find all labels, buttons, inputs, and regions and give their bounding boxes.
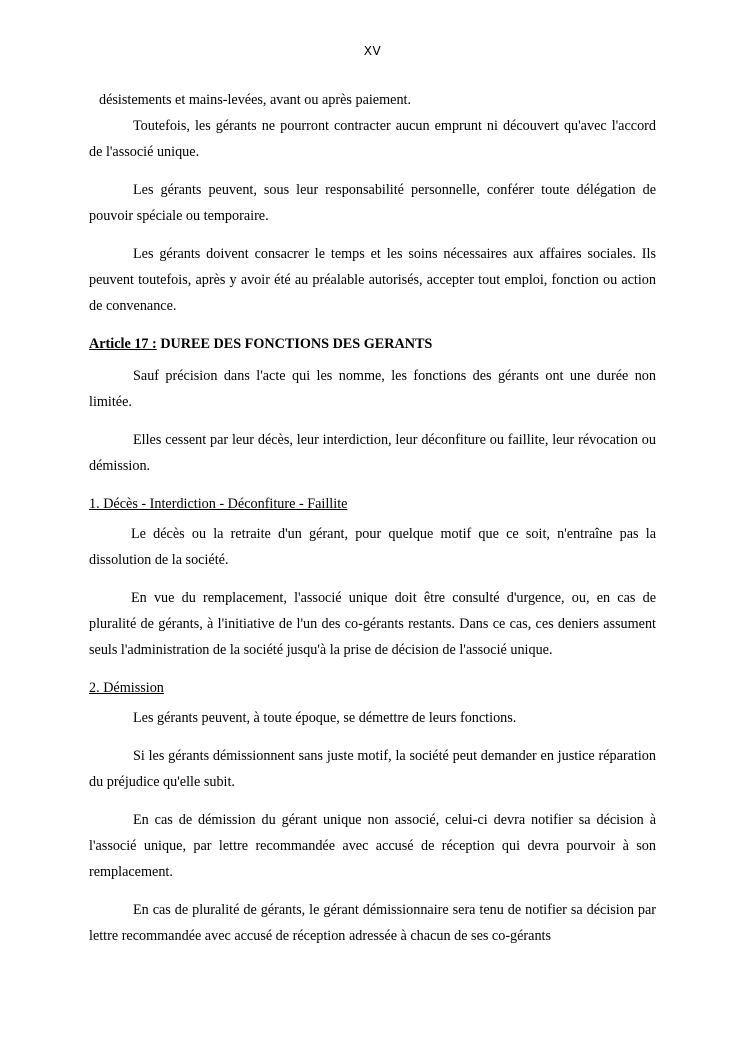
paragraph: En cas de pluralité de gérants, le gérant démissionnaire sera tenu de notifier sa décision par lettre recommandée avec accusé de réception adressée à chacun de ses co-gérants: [89, 902, 656, 944]
page-number: XV: [363, 44, 382, 58]
paragraph: Les gérants doivent consacrer le temps et les soins nécessaires aux affaires sociales. Ils peuvent toutefois, après y avoir été au préalable autorisés, accepter tout emploi, fonction ou action de convenance.: [89, 246, 656, 314]
paragraph: Le décès ou la retraite d'un gérant, pour quelque motif que ce soit, n'entraîne pas la dissolution de la société.: [89, 526, 656, 568]
article-title: DUREE DES FONCTIONS DES GERANTS: [156, 336, 433, 352]
paragraph: Si les gérants démissionnent sans juste motif, la société peut demander en justice réparation du préjudice qu'elle subit.: [89, 748, 656, 790]
paragraph: Sauf précision dans l'acte qui les nomme, les fonctions des gérants ont une durée non limitée.: [89, 368, 656, 410]
paragraph: En cas de démission du gérant unique non associé, celui-ci devra notifier sa décision à l'associé unique, par lettre recommandée avec accusé de réception qui devra pourvoir à son remplacement.: [89, 812, 656, 880]
paragraph: Elles cessent par leur décès, leur interdiction, leur déconfiture ou faillite, leur révocation ou démission.: [89, 432, 656, 474]
paragraph: désistements et mains-levées, avant ou après paiement.: [99, 92, 412, 108]
paragraph: Les gérants peuvent, sous leur responsabilité personnelle, conférer toute délégation de pouvoir spéciale ou temporaire.: [89, 182, 656, 224]
paragraph: Les gérants peuvent, à toute époque, se démettre de leurs fonctions.: [133, 710, 517, 726]
article-number: Article 17 :: [89, 336, 157, 352]
document-body: [89, 87, 656, 961]
article-heading: [89, 331, 656, 357]
section-heading: 1. Décès - Interdiction - Déconfiture - Faillite: [89, 496, 348, 512]
paragraph: En vue du remplacement, l'associé unique doit être consulté d'urgence, ou, en cas de pluralité de gérants, à l'initiative de l'un des co-gérants restants. Dans ce cas, ces deniers assument seuls l'administration de la société jusqu'à la prise de décision de l'associé unique.: [89, 590, 656, 658]
paragraph: Toutefois, les gérants ne pourront contracter aucun emprunt ni découvert qu'avec l'accord de l'associé unique.: [89, 118, 656, 160]
section-heading: 2. Démission: [89, 680, 164, 696]
